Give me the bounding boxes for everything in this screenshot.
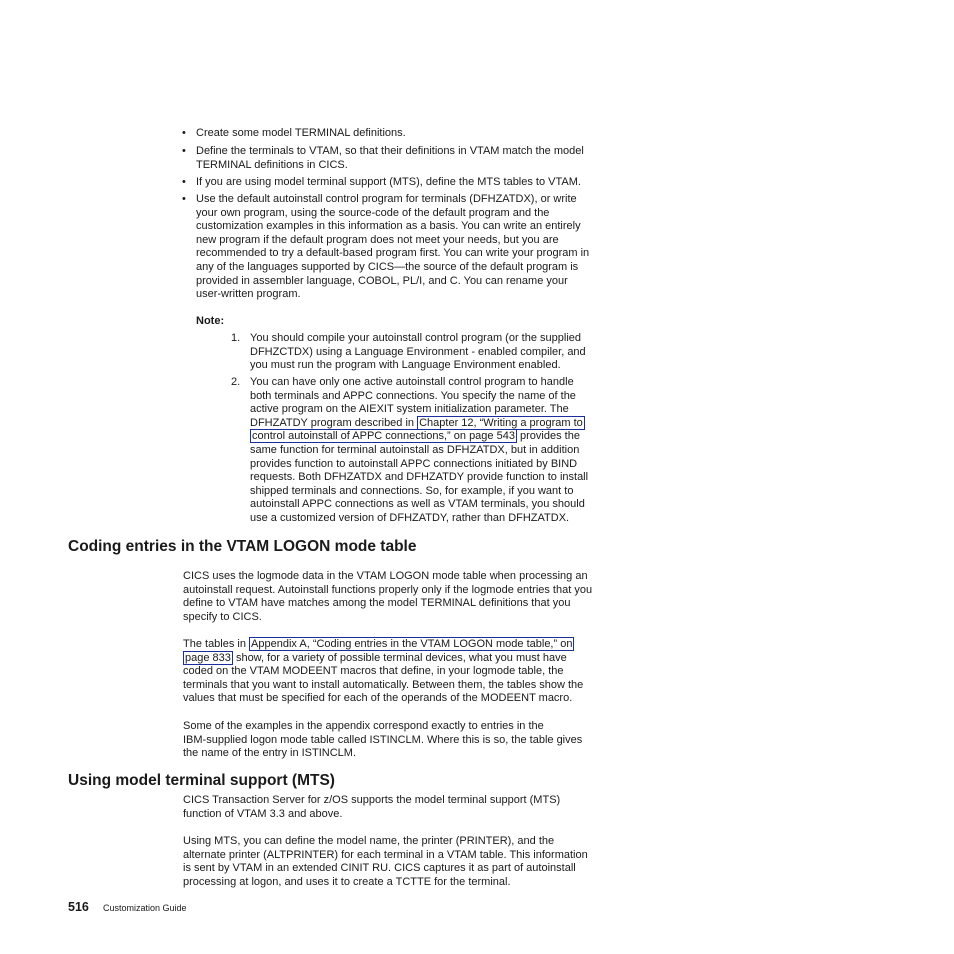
note-item-number: 1. [231, 332, 241, 344]
note-label: Note: [196, 315, 225, 327]
page-number: 516 [68, 900, 89, 914]
chapter-12-link-continued[interactable]: control autoinstall of APPC connections,” on page 543 [252, 430, 515, 443]
bullet-marker: • [182, 127, 186, 139]
section2-paragraph-2: Using MTS, you can define the model name, the printer (PRINTER), and the alternate printer (ALTPRINTER) for each terminal in a VTAM table. This information is sent by VTAM in an extended CINIT RU. CICS captures it as part of autoinstall processing at logon, and uses it to create a TCTTE for the terminal. [183, 835, 588, 888]
book-title: Customization Guide [103, 903, 187, 913]
note-item-number: 2. [231, 376, 241, 388]
section1-paragraph-1: CICS uses the logmode data in the VTAM LOGON mode table when processing an autoinstall request. Autoinstall functions properly only if the logmode entries that you define to VTAM have matches among the model TERMINAL definitions that you specify to CICS. [183, 570, 593, 623]
bullet-item-2: Define the terminals to VTAM, so that their definitions in VTAM match the model TERMINAL definitions in CICS. [196, 145, 584, 171]
appendix-a-link[interactable]: Appendix A, “Coding entries in the VTAM LOGON mode table,” on [251, 638, 573, 650]
section-heading-vtam-logon: Coding entries in the VTAM LOGON mode table [68, 538, 417, 555]
section1-paragraph-2: The tables in Appendix A, “Coding entries in the VTAM LOGON mode table,” on page 833 show, for a variety of possible terminal devices, what you must have coded on the VTAM MODEENT macros that define, in your logmode table, the terminals that you want to install automatically. Between them, the tables show the values that must be specified for each of the operands of the MODEENT macro. [183, 638, 584, 705]
page-833-link[interactable]: page 833 [185, 651, 231, 664]
note-item-2: You can have only one active autoinstall control program to handle both terminals and APPC connections. You specify the name of the active program on the AIEXIT system initialization parameter. The DFHZATDY program described in Chapter 12, “Writing a program to control autoinstall of APPC connections,” on page 543 provides the same function for terminal autoinstall as DFHZATDX, but in addition provides function to autoinstall APPC connections initiated by BIND requests. Both DFHZATDX and DFHZATDY provide function to install shipped terminals and connections. So, for example, if you want to autoinstall APPC connections as well as VTAM terminals, you should use a customized version of DFHZATDY, rather than DFHZATDX. [250, 376, 589, 524]
chapter-12-link[interactable]: Chapter 12, “Writing a program to [419, 416, 583, 429]
section2-paragraph-1: CICS Transaction Server for z/OS supports the model terminal support (MTS) function of VTAM 3.3 and above. [183, 794, 561, 820]
bullet-item-4: Use the default autoinstall control program for terminals (DFHZATDX), or write your own program, using the source-code of the default program and the customization examples in this information as a basis. You can write an entirely new program if the default program does not meet your needs, but you are recommended to try a default-based program first. You can write your program in any of the languages supported by CICS—the source of the default program is provided in assembler language, COBOL, PL/I, and C. You can rename your user-written program. [196, 193, 590, 301]
bullet-item-1: Create some model TERMINAL definitions. [196, 127, 406, 139]
note-item-1: You should compile your autoinstall control program (or the supplied DFHZCTDX) using a Language Environment - enabled compiler, and you must run the program with Language Environment enabled. [250, 332, 586, 372]
bullet-marker: • [182, 176, 186, 188]
bullet-item-3: If you are using model terminal support (MTS), define the MTS tables to VTAM. [196, 176, 581, 188]
section-heading-mts: Using model terminal support (MTS) [68, 772, 335, 789]
section1-paragraph-3: Some of the examples in the appendix correspond exactly to entries in the IBM-supplied logon mode table called ISTINCLM. Where this is so, the table gives the name of the entry in ISTINCLM. [183, 720, 583, 760]
bullet-marker: • [182, 145, 186, 157]
bullet-marker: • [182, 193, 186, 205]
